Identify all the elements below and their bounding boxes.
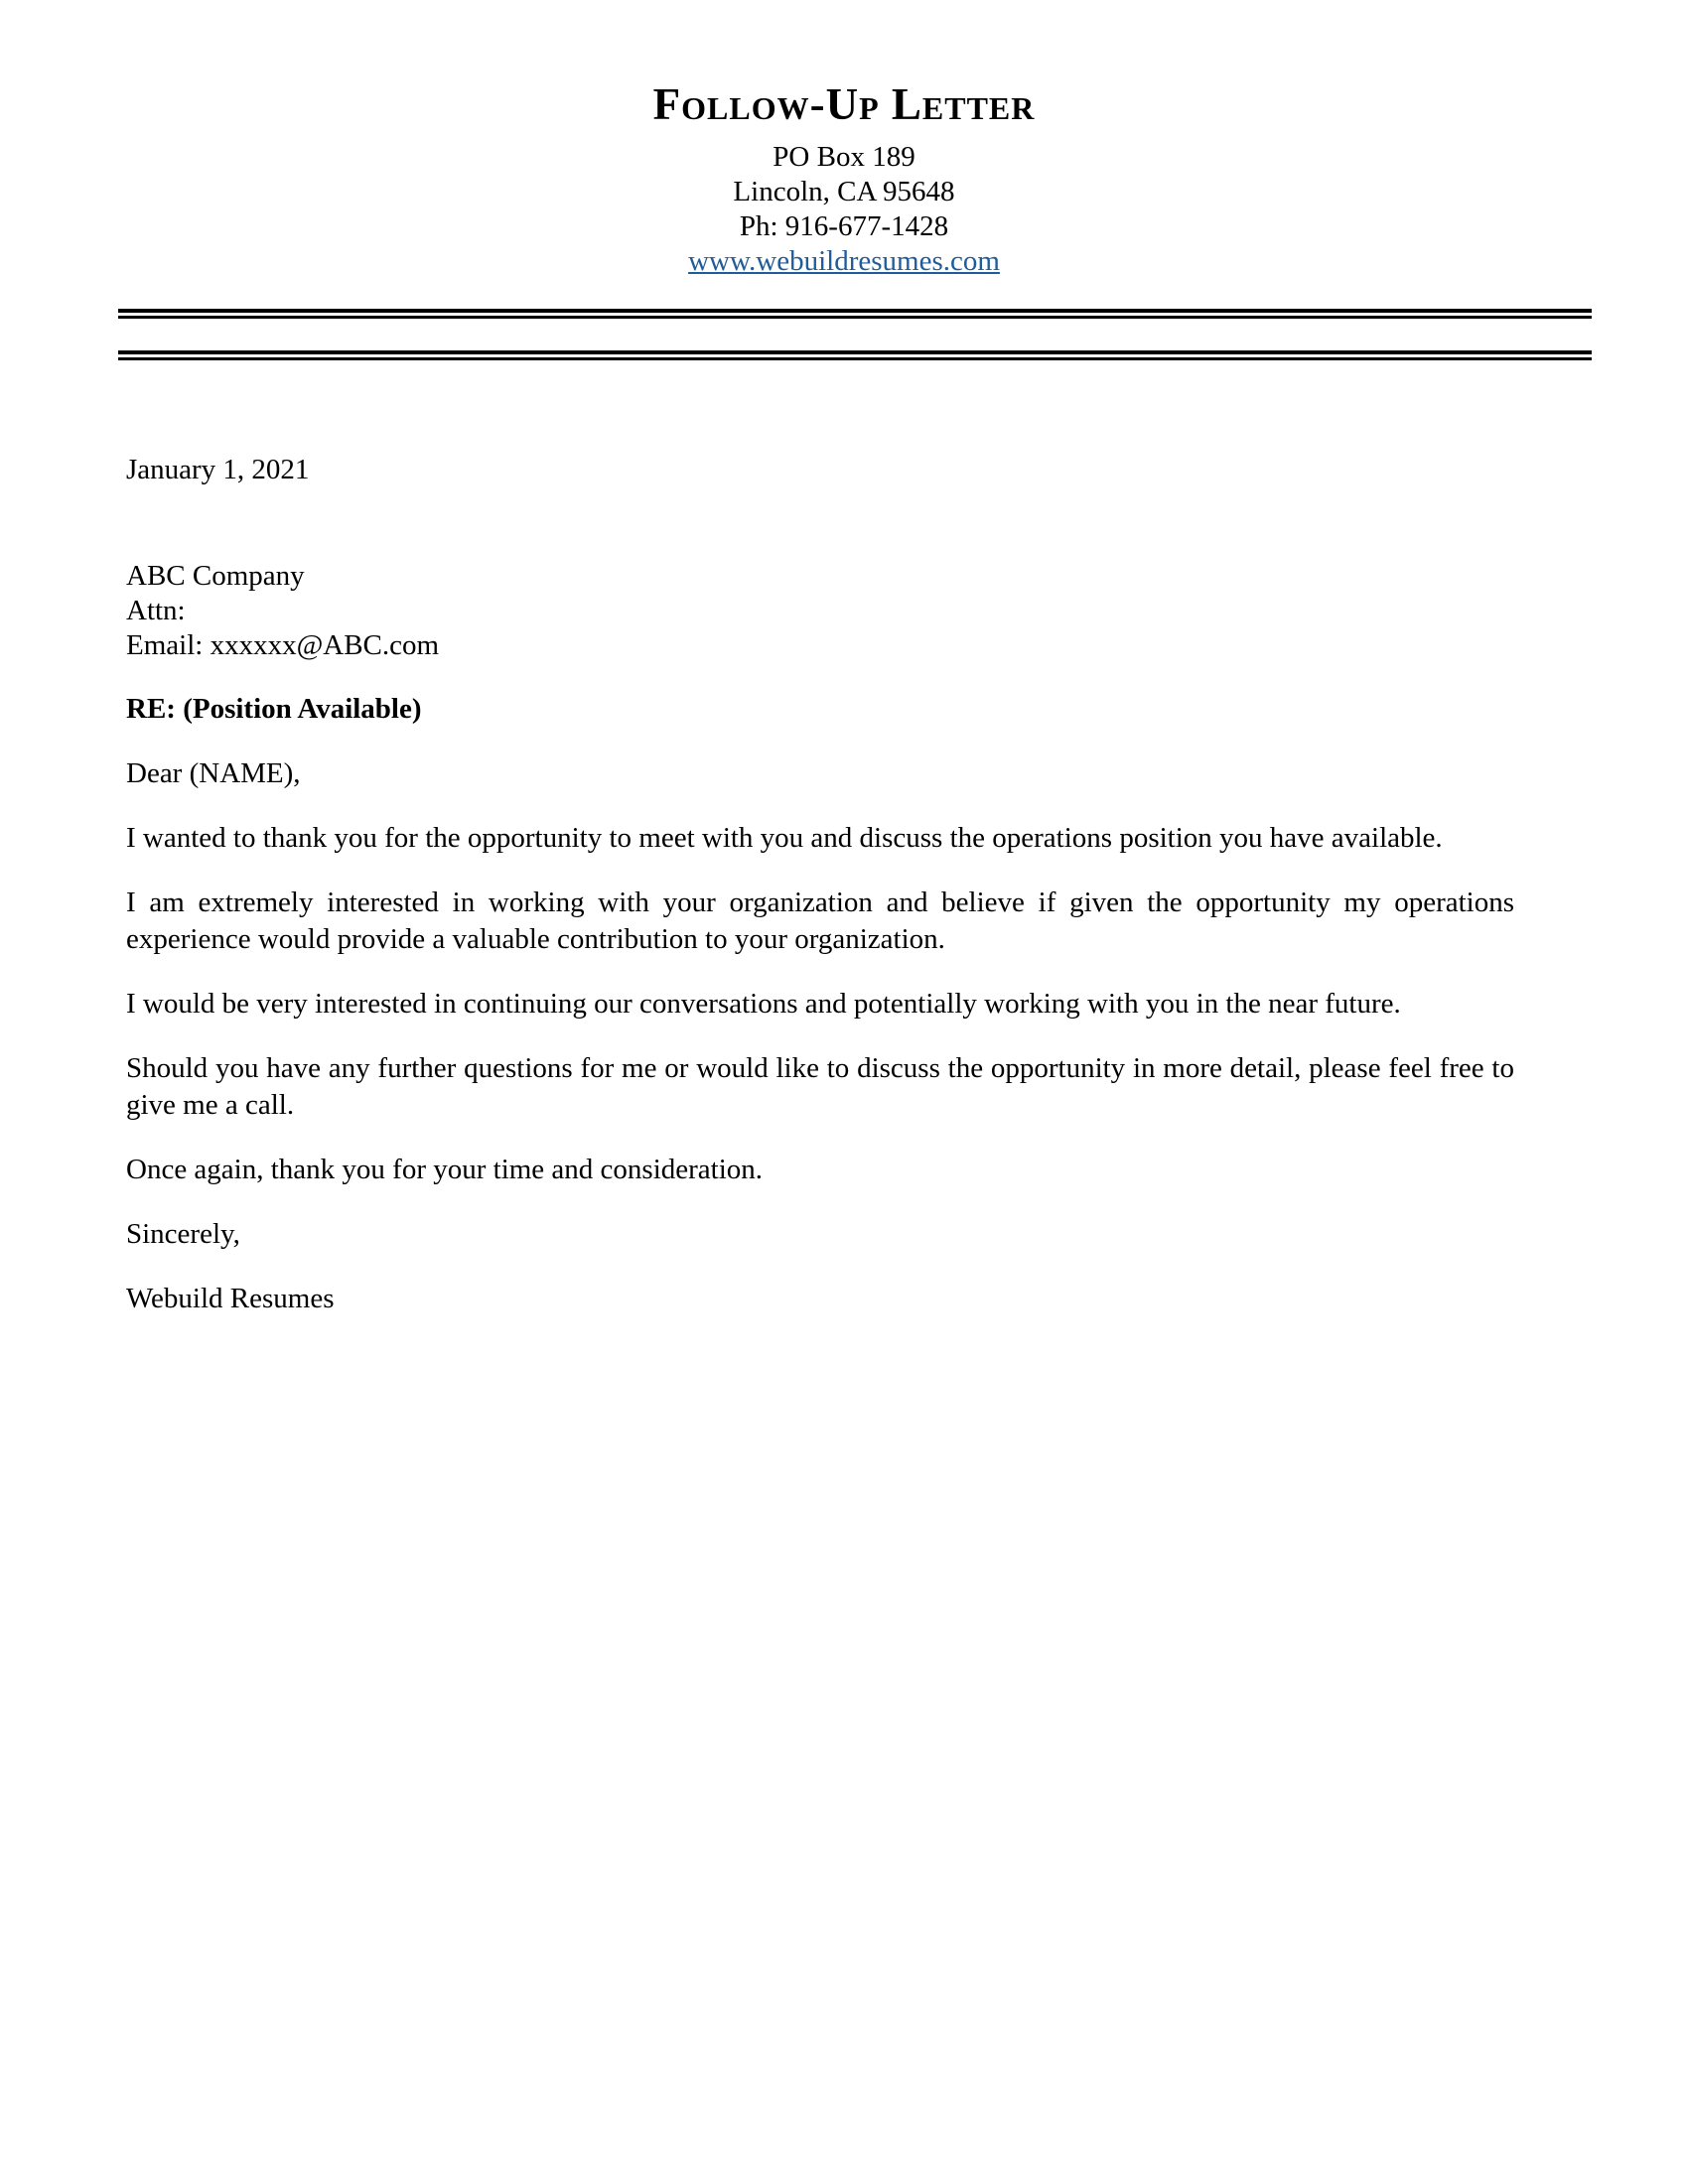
divider-rule-top xyxy=(118,309,1592,319)
recipient-block xyxy=(126,559,1514,663)
body-paragraph: I am extremely interested in working with your organization and believe if given the opportunity my operations experience would provide a valuable contribution to your organization. xyxy=(126,887,1514,955)
letterhead-po-box: PO Box 189 xyxy=(773,141,915,173)
body-paragraph: Once again, thank you for your time and consideration. xyxy=(126,1154,764,1185)
recipient-company: ABC Company xyxy=(126,560,305,592)
salutation: Dear (NAME), xyxy=(126,757,301,789)
body-paragraph: I wanted to thank you for the opportunity to meet with you and discuss the operations position you have available. xyxy=(126,822,1443,854)
closing: Sincerely, xyxy=(126,1218,240,1250)
recipient-email: Email: xxxxxx@ABC.com xyxy=(126,629,440,661)
recipient-attn: Attn: xyxy=(126,595,186,626)
letterhead-divider xyxy=(118,309,1592,360)
letterhead-website-line xyxy=(0,244,1688,279)
page-title: Follow-Up Letter xyxy=(652,79,1036,129)
signature: Webuild Resumes xyxy=(126,1283,335,1314)
letterhead-city-state-zip: Lincoln, CA 95648 xyxy=(733,176,955,207)
letter-date: January 1, 2021 xyxy=(126,454,310,485)
divider-rule-bottom xyxy=(118,350,1592,360)
website-link[interactable]: www.webuildresumes.com xyxy=(688,245,1000,277)
letterhead-phone: Ph: 916-677-1428 xyxy=(739,210,949,242)
letter-body xyxy=(126,453,1514,1317)
body-paragraph: I would be very interested in continuing our conversations and potentially working with you in the near future. xyxy=(126,988,1401,1020)
letterhead xyxy=(0,0,1688,279)
subject-line: RE: (Position Available) xyxy=(126,693,422,725)
body-paragraph: Should you have any further questions for me or would like to discuss the opportunity in more detail, please feel free to give me a call. xyxy=(126,1052,1514,1121)
